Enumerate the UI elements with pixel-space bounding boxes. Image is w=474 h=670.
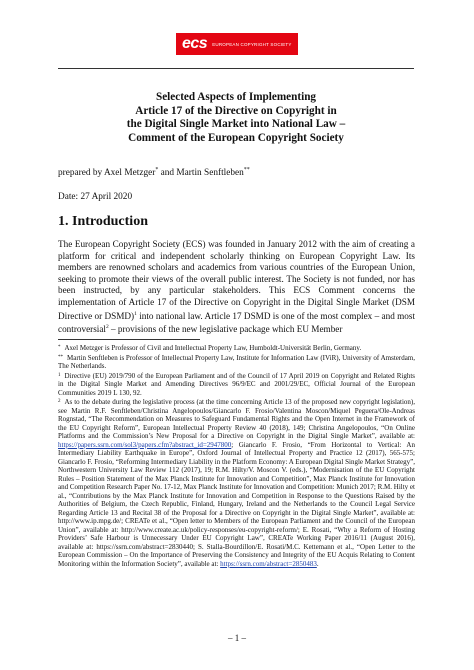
footnote-item <box>58 354 415 371</box>
footnote-ref-2[interactable]: 2 <box>105 324 109 331</box>
footnote-text: Axel Metzger is Professor of Civil and Intellectual Property Law, Humboldt-Universität Berlin, Germany. <box>64 344 362 352</box>
body-paragraph <box>58 239 415 336</box>
title-line-1: Selected Aspects of Implementing <box>155 91 317 103</box>
ssrn-link-2[interactable]: https://ssrn.com/abstract=2850483 <box>220 559 317 568</box>
footnote-item <box>58 372 415 398</box>
footnote-text: As to the debate during the legislative process (at the time concerning Article 13 of the proposed new copyright legislation), see Martin R.F. Senftleben/Christina Angelopoulos/Giancarlo F. Frosio/Valentina Moscon/Miquel Peguera/Ole-Andreas Rognstad, “The Recommendation on Measures to Safeguard Fundamental Rights and the Open Internet in the Framework of the EU Copyright Reform”, European Intellectual Property Review 40 (2018), 149; Christina Angelopoulos, “On Online Platforms and the Commission’s New Proposal for a Directive on Copyright in the Digital Single Market”, available at: <box>58 398 415 440</box>
body-text-1: The European Copyright Society (ECS) was founded in January 2012 with the aim of creating a platform for critical and independent scholarly thinking on European Copyright Law. Its members are renowned scholars and academics from various countries of the European Union, seeking to promote their views of the overall public interest. The Society is not funded, nor has been instructed, by any particular stakeholders. This ECS Comment concerns the implementation of Article 17 of the Directive on Copyright in the Digital Single Market (DSM Directive or DSMD) <box>58 239 415 321</box>
footnotes <box>58 344 415 569</box>
ecs-logo <box>176 33 298 55</box>
footnote-separator <box>58 339 200 340</box>
ssrn-link-1[interactable]: https://papers.ssrn.com/sol3/papers.cfm?abstract_id=2947800 <box>58 440 232 449</box>
header-rule <box>58 68 414 69</box>
document-title <box>58 91 414 145</box>
footnote-item <box>58 344 415 353</box>
footnote-text: . <box>316 559 319 568</box>
title-line-4: Comment of the European Copyright Society <box>128 131 344 144</box>
author-2-mark[interactable]: ** <box>243 167 250 173</box>
footnote-mark: 2 <box>58 399 61 404</box>
page-number: – 1 – <box>228 633 246 643</box>
footnote-ref-1[interactable]: 1 <box>134 310 137 317</box>
title-line-2: Article 17 of the Directive on Copyright in <box>135 104 337 117</box>
title-line-3: the Digital Single Market into National Law – <box>126 118 346 131</box>
authors-mid: and Martin Senftleben <box>158 168 244 179</box>
body-text-2: into national law. Article 17 DSMD is one of the most complex – and most controversial <box>58 310 415 335</box>
footnote-text: Directive (EU) 2019/790 of the European Parliament and of the Council of 17 April 2019 on Copyright and Related Rights in the Digital Single Market and Amending Directives 96/9/EC and 2001/29/EC, Official Journal of the European Communities 2019 L 130, 92. <box>58 371 415 397</box>
footnote-item <box>58 398 415 568</box>
section-heading: 1. Introduction <box>58 214 148 229</box>
date-line: Date: 27 April 2020 <box>58 192 133 202</box>
logo-mark: ecs <box>182 35 208 52</box>
authors-prefix: prepared by Axel Metzger <box>58 168 156 179</box>
body-text-3: – provisions of the new legislative package which EU Member <box>108 324 343 335</box>
authors-line <box>58 167 250 178</box>
logo-text: EUROPEAN COPYRIGHT SOCIETY <box>212 41 292 47</box>
footnote-mark: * <box>58 345 61 350</box>
footnote-text: Martin Senftleben is Professor of Intellectual Property Law, Institute for Information Law (IViR), University of Amsterdam, The Netherlands. <box>58 353 415 370</box>
footnote-mark: 1 <box>58 372 61 378</box>
author-1-mark[interactable]: * <box>155 167 159 173</box>
footnote-mark: ** <box>58 354 63 360</box>
footnote-text: ; Giancarlo F. Frosio, “From Horizontal to Vertical: An Intermediary Liability Earthquake in Europe”, Oxford Journal of Intellectual Property and Practice 12 (2017), 565-575; Giancarlo F. Frosio, “Reforming Intermediary Liability in the Platform Economy: A European Digital Single Market Strategy”, Northwestern University Law Review 112 (2017), 19; R.M. Hilty/V. Moscon V. (eds.), “Modernisation of the EU Copyright Rules – Position Statement of the Max Planck Institute for Innovation and Competition”, Max Planck Institute for Innovation and Competition Research Paper No. 17-12, Max Planck Institute for Innovation and Competition: Munich 2017; R.M. Hilty et al., “Contributions by the Max Planck Institute for Innovation and Competition in Response to the Questions Raised by the Authorities of Belgium, the Czech Republic, Finland, Hungary, Ireland and the Netherlands to the Council Legal Service Regarding Article 13 and Recital 38 of the Proposal for a Directive on Copyright in the Digital Single Market”, available at: http://www.ip.mpg.de/; CREATe et al., “Open letter to Members of the European Parliament and the Council of the European Union”, available at: http://www.create.ac.uk/policy-responses/eu-copyright-reform/; E. Rosati, “Why a Reform of Hosting Providers’ Safe Harbour is Unnecessary Under EU Copyright Law”, CREATe Working Paper 2016/11 (August 2016), available at: https://ssrn.com/abstract=2830440; S. Stalla-Bourdillon/E. Rosati/M.C. Kettemann et al., “Open Letter to the European Commission – On the Importance of Preserving the Consistency and Integrity of the EU Acquis Relating to Content Monitoring within the Information Society”, available at: <box>58 440 415 568</box>
